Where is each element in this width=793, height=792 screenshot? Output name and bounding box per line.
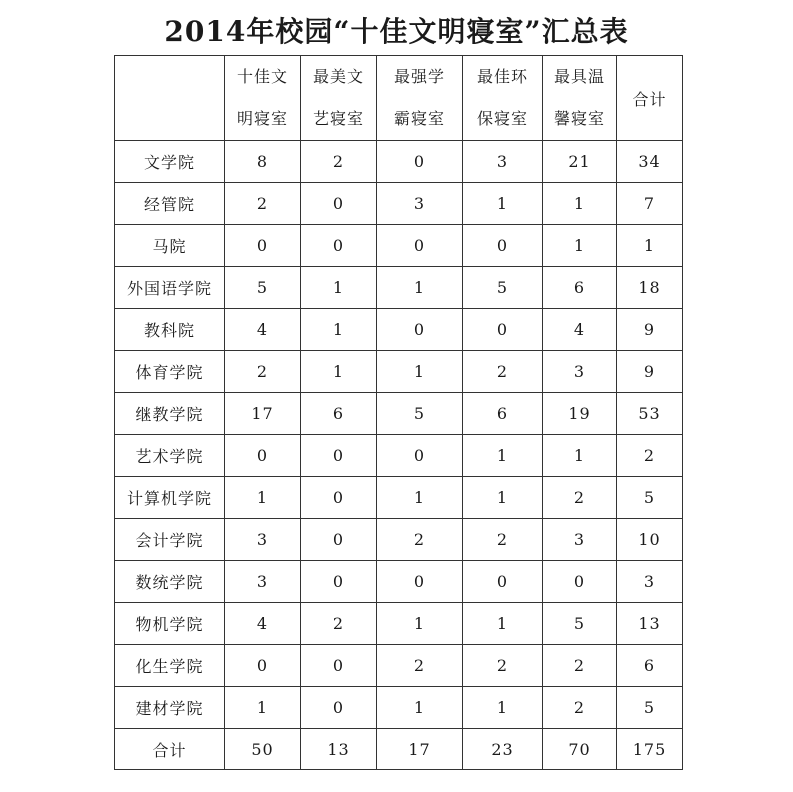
count-cell: 1 bbox=[463, 183, 543, 225]
count-cell: 1 bbox=[543, 225, 617, 267]
count-cell: 2 bbox=[617, 435, 683, 477]
count-cell: 3 bbox=[543, 519, 617, 561]
count-cell: 2 bbox=[377, 645, 463, 687]
summary-table bbox=[114, 55, 683, 770]
column-header-line: 最佳环 bbox=[476, 67, 528, 86]
count-cell: 13 bbox=[617, 603, 683, 645]
column-header-line: 明寝室 bbox=[236, 109, 288, 128]
count-cell: 1 bbox=[225, 687, 301, 729]
count-cell: 5 bbox=[377, 393, 463, 435]
count-cell: 1 bbox=[301, 351, 377, 393]
table-row bbox=[115, 393, 683, 435]
count-cell: 2 bbox=[301, 141, 377, 183]
count-cell: 0 bbox=[225, 225, 301, 267]
count-cell: 2 bbox=[301, 603, 377, 645]
count-cell: 34 bbox=[617, 141, 683, 183]
count-cell: 3 bbox=[225, 561, 301, 603]
count-cell: 3 bbox=[543, 351, 617, 393]
count-cell: 2 bbox=[543, 687, 617, 729]
count-cell: 0 bbox=[301, 477, 377, 519]
count-cell: 3 bbox=[225, 519, 301, 561]
college-name-cell: 艺术学院 bbox=[115, 435, 225, 477]
table-row bbox=[115, 687, 683, 729]
table-row bbox=[115, 435, 683, 477]
count-cell: 18 bbox=[617, 267, 683, 309]
count-cell: 4 bbox=[543, 309, 617, 351]
count-cell: 0 bbox=[225, 645, 301, 687]
count-cell: 0 bbox=[543, 561, 617, 603]
table-row bbox=[115, 645, 683, 687]
table-row bbox=[115, 267, 683, 309]
count-cell: 2 bbox=[543, 645, 617, 687]
count-cell: 0 bbox=[377, 561, 463, 603]
column-header-line: 最具温 bbox=[553, 67, 605, 86]
corner-cell bbox=[115, 56, 225, 141]
count-cell: 2 bbox=[225, 351, 301, 393]
table-row bbox=[115, 309, 683, 351]
count-cell: 0 bbox=[377, 435, 463, 477]
total-label: 合计 bbox=[115, 729, 225, 770]
count-cell: 1 bbox=[377, 687, 463, 729]
table-row bbox=[115, 351, 683, 393]
count-cell: 3 bbox=[617, 561, 683, 603]
count-cell: 7 bbox=[617, 183, 683, 225]
college-name-cell: 会计学院 bbox=[115, 519, 225, 561]
count-cell: 5 bbox=[617, 687, 683, 729]
column-header bbox=[225, 56, 301, 141]
count-cell: 6 bbox=[617, 645, 683, 687]
count-cell: 4 bbox=[225, 309, 301, 351]
count-cell: 5 bbox=[463, 267, 543, 309]
count-cell: 1 bbox=[377, 477, 463, 519]
column-header-line: 最美文 bbox=[312, 67, 364, 86]
column-header-line: 最强学 bbox=[393, 67, 445, 86]
count-cell: 9 bbox=[617, 351, 683, 393]
count-cell: 6 bbox=[543, 267, 617, 309]
count-cell: 1 bbox=[543, 435, 617, 477]
column-header bbox=[301, 56, 377, 141]
count-cell: 5 bbox=[617, 477, 683, 519]
count-cell: 1 bbox=[301, 309, 377, 351]
count-cell: 2 bbox=[543, 477, 617, 519]
table-row bbox=[115, 225, 683, 267]
total-cell: 23 bbox=[463, 729, 543, 770]
count-cell: 0 bbox=[301, 225, 377, 267]
table-row bbox=[115, 519, 683, 561]
count-cell: 53 bbox=[617, 393, 683, 435]
column-header bbox=[377, 56, 463, 141]
page-title: 2014年校园“十佳文明寝室”汇总表 bbox=[164, 15, 629, 48]
count-cell: 0 bbox=[463, 561, 543, 603]
count-cell: 1 bbox=[225, 477, 301, 519]
table-row bbox=[115, 603, 683, 645]
college-name-cell: 物机学院 bbox=[115, 603, 225, 645]
count-cell: 2 bbox=[463, 351, 543, 393]
column-header-total: 合计 bbox=[617, 56, 683, 141]
college-name-cell: 教科院 bbox=[115, 309, 225, 351]
count-cell: 4 bbox=[225, 603, 301, 645]
college-name-cell: 经管院 bbox=[115, 183, 225, 225]
count-cell: 0 bbox=[463, 309, 543, 351]
count-cell: 6 bbox=[463, 393, 543, 435]
count-cell: 8 bbox=[225, 141, 301, 183]
college-name-cell: 数统学院 bbox=[115, 561, 225, 603]
total-row bbox=[115, 729, 683, 770]
table-row bbox=[115, 141, 683, 183]
count-cell: 17 bbox=[225, 393, 301, 435]
count-cell: 0 bbox=[301, 519, 377, 561]
count-cell: 1 bbox=[463, 435, 543, 477]
count-cell: 21 bbox=[543, 141, 617, 183]
count-cell: 2 bbox=[225, 183, 301, 225]
college-name-cell: 化生学院 bbox=[115, 645, 225, 687]
table-body bbox=[115, 141, 683, 729]
count-cell: 1 bbox=[377, 603, 463, 645]
column-header bbox=[543, 56, 617, 141]
college-name-cell: 外国语学院 bbox=[115, 267, 225, 309]
college-name-cell: 建材学院 bbox=[115, 687, 225, 729]
count-cell: 1 bbox=[301, 267, 377, 309]
count-cell: 0 bbox=[301, 645, 377, 687]
count-cell: 0 bbox=[377, 141, 463, 183]
header-row bbox=[115, 56, 683, 141]
count-cell: 1 bbox=[617, 225, 683, 267]
count-cell: 5 bbox=[225, 267, 301, 309]
total-cell: 175 bbox=[617, 729, 683, 770]
count-cell: 10 bbox=[617, 519, 683, 561]
count-cell: 2 bbox=[377, 519, 463, 561]
column-header-line: 十佳文 bbox=[236, 67, 288, 86]
count-cell: 3 bbox=[463, 141, 543, 183]
table-row bbox=[115, 561, 683, 603]
count-cell: 2 bbox=[463, 645, 543, 687]
count-cell: 0 bbox=[225, 435, 301, 477]
count-cell: 3 bbox=[377, 183, 463, 225]
college-name-cell: 马院 bbox=[115, 225, 225, 267]
college-name-cell: 文学院 bbox=[115, 141, 225, 183]
table-row bbox=[115, 183, 683, 225]
count-cell: 1 bbox=[377, 267, 463, 309]
column-header-line: 馨寝室 bbox=[553, 109, 605, 128]
total-cell: 17 bbox=[377, 729, 463, 770]
count-cell: 0 bbox=[377, 225, 463, 267]
total-cell: 13 bbox=[301, 729, 377, 770]
count-cell: 2 bbox=[463, 519, 543, 561]
count-cell: 1 bbox=[377, 351, 463, 393]
college-name-cell: 体育学院 bbox=[115, 351, 225, 393]
count-cell: 0 bbox=[377, 309, 463, 351]
count-cell: 9 bbox=[617, 309, 683, 351]
count-cell: 1 bbox=[463, 477, 543, 519]
count-cell: 0 bbox=[301, 561, 377, 603]
college-name-cell: 计算机学院 bbox=[115, 477, 225, 519]
total-cell: 50 bbox=[225, 729, 301, 770]
table-row bbox=[115, 477, 683, 519]
count-cell: 1 bbox=[463, 603, 543, 645]
count-cell: 5 bbox=[543, 603, 617, 645]
count-cell: 0 bbox=[301, 435, 377, 477]
column-header-line: 霸寝室 bbox=[393, 109, 445, 128]
total-cell: 70 bbox=[543, 729, 617, 770]
count-cell: 1 bbox=[543, 183, 617, 225]
college-name-cell: 继教学院 bbox=[115, 393, 225, 435]
column-header-line: 保寝室 bbox=[476, 109, 528, 128]
column-header-line: 艺寝室 bbox=[312, 109, 364, 128]
count-cell: 0 bbox=[463, 225, 543, 267]
column-header bbox=[463, 56, 543, 141]
count-cell: 0 bbox=[301, 687, 377, 729]
count-cell: 19 bbox=[543, 393, 617, 435]
count-cell: 0 bbox=[301, 183, 377, 225]
count-cell: 6 bbox=[301, 393, 377, 435]
count-cell: 1 bbox=[463, 687, 543, 729]
